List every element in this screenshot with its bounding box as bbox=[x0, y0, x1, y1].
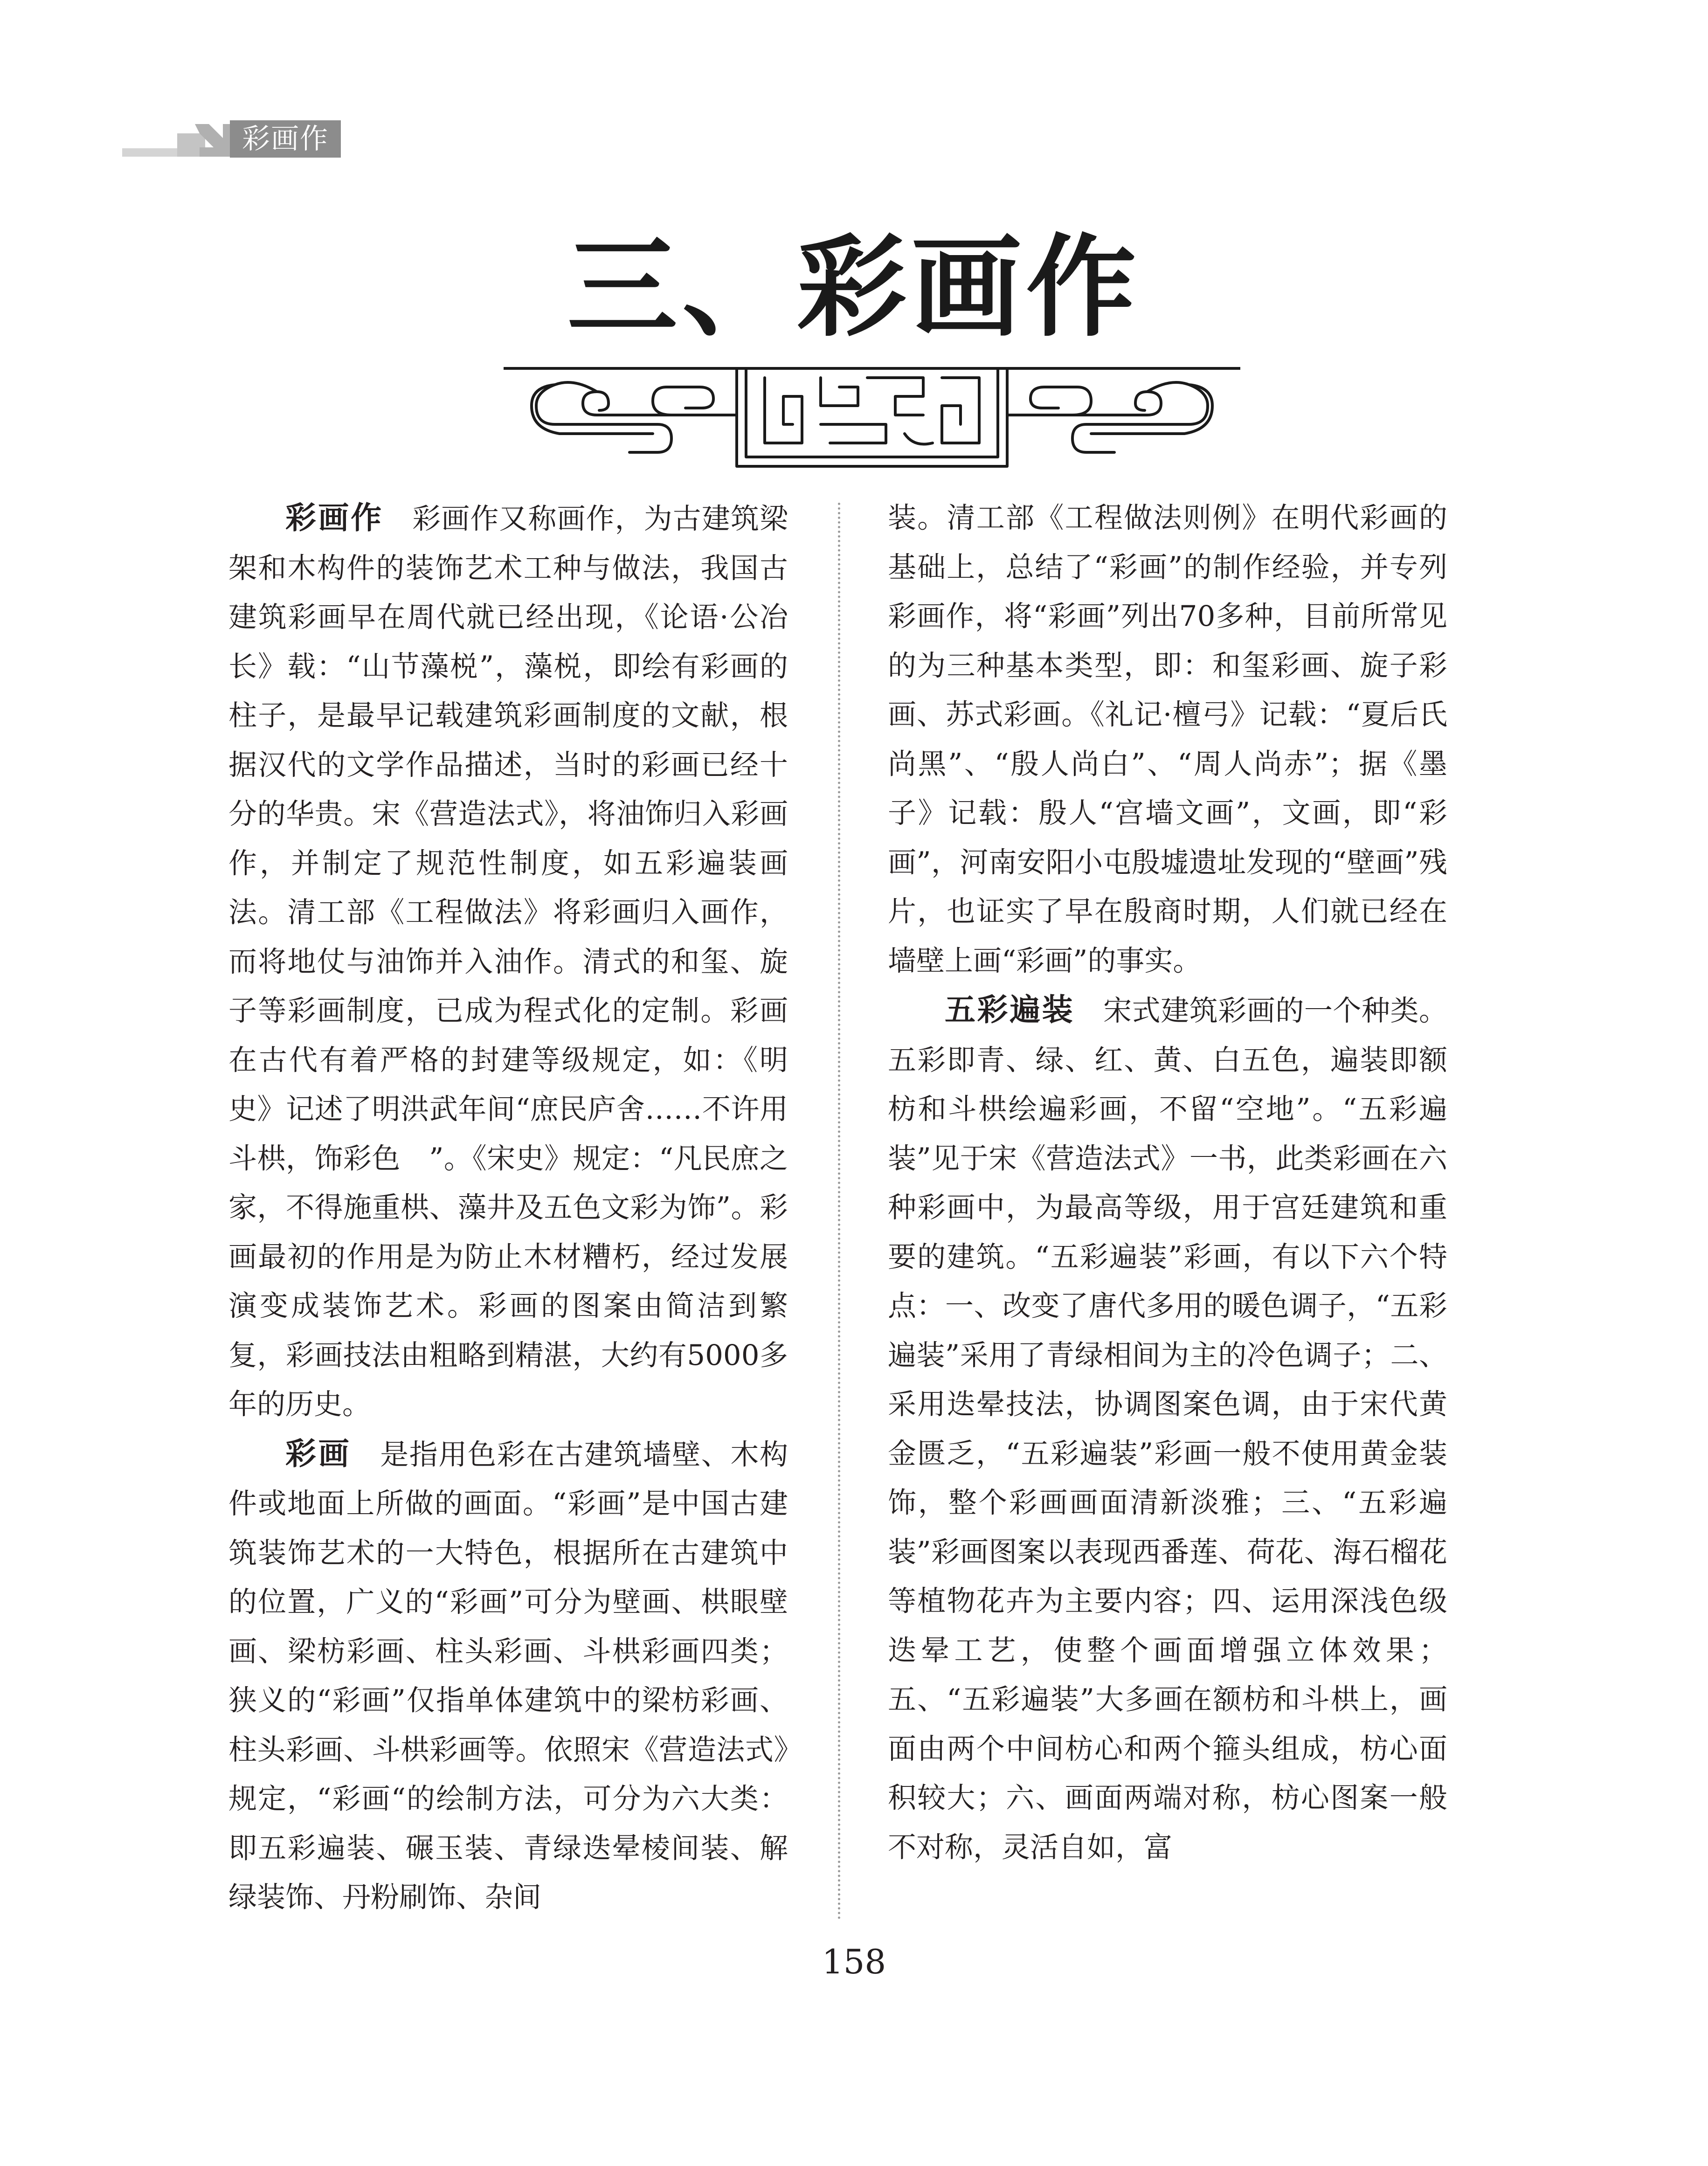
right-text-column bbox=[888, 493, 1447, 1872]
column-divider bbox=[838, 503, 840, 1920]
entry-paragraph bbox=[888, 985, 1447, 1872]
entry-text: 装。清工部《工程做法则例》在明代彩画的基础上，总结了“彩画”的制作经验，并专列彩画作，将“彩画”列出70多种，目前所常见的为三种基本类型，即：和玺彩画、旋子彩画、苏式彩画。《礼记·檀弓》记载：“夏后氏尚黑”、“殷人尚白”、“周人尚赤”；据《墨子》记载：殷人“宫墙文画”，文画，即“彩画”，河南安阳小屯殷墟遗址发现的“壁画”残片，也证实了早在殷商时期，人们就已经在墙壁上画“彩画”的事实。 bbox=[888, 501, 1447, 977]
entry-text: 彩画作又称画作，为古建筑梁架和木构件的装饰艺术工种与做法，我国古建筑彩画早在周代就已经出现，《论语·公冶长》载：“山节藻棁”，藻棁，即绘有彩画的柱子，是最早记载建筑彩画制度的文献，根据汉代的文学作品描述，当时的彩画已经十分的华贵。宋《营造法式》，将油饰归入彩画作，并制定了规范性制度，如五彩遍装画法。清工部《工程做法》将彩画归入画作，而将地仗与油饰并入油作。清式的和玺、旋子等彩画制度，已成为程式化的定制。彩画在古代有着严格的封建等级规定，如：《明史》记述了明洪武年间“庶民庐舍……不许用斗栱，饰彩色 ”。《宋史》规定：“凡民庶之家，不得施重栱、藻井及五色文彩为饰”。彩画最初的作用是为防止木材糟朽，经过发展演变成装饰艺术。彩画的图案由简洁到繁复，彩画技法由粗略到精湛，大约有5000多年的历史。 bbox=[228, 502, 788, 1421]
page-title: 三、彩画作 bbox=[567, 222, 1141, 352]
entry-paragraph bbox=[228, 1429, 788, 1922]
header-arrow-icon bbox=[195, 119, 232, 157]
entry-text: 是指用色彩在古建筑墙壁、木构件或地面上所做的画面。“彩画”是中国古建筑装饰艺术的一大特色，根据所在古建筑中的位置，广义的“彩画”可分为壁画、栱眼壁画、梁枋彩画、柱头彩画、斗栱彩画四类；狭义的“彩画”仅指单体建筑中的梁枋彩画、柱头彩画、斗栱彩画等。依照宋《营造法式》规定，“彩画“的绘制方法，可分为六大类：即五彩遍装、碾玉装、青绿迭晕棱间装、解绿装饰、丹粉刷饰、杂间 bbox=[228, 1438, 788, 1914]
entry-term: 彩画 bbox=[285, 1435, 352, 1472]
entry-paragraph bbox=[228, 493, 788, 1429]
page-number: 158 bbox=[822, 1942, 886, 1981]
running-header-section-label: 彩画作 bbox=[230, 120, 341, 158]
entry-term: 五彩遍装 bbox=[945, 992, 1075, 1028]
left-text-column bbox=[228, 493, 788, 1922]
continued-paragraph bbox=[888, 493, 1447, 985]
entry-term: 彩画作 bbox=[285, 500, 384, 536]
title-ornament-icon bbox=[504, 359, 1240, 480]
entry-text: 宋式建筑彩画的一个种类。五彩即青、绿、红、黄、白五色，遍装即额枋和斗栱绘遍彩画，不留“空地”。“五彩遍装”见于宋《营造法式》一书，此类彩画在六种彩画中，为最高等级，用于宫廷建筑和重要的建筑。“五彩遍装”彩画，有以下六个特点：一、改变了唐代多用的暖色调子，“五彩遍装”采用了青绿相间为主的冷色调子；二、采用迭晕技法，协调图案色调，由于宋代黄金匮乏，“五彩遍装”彩画一般不使用黄金装饰，整个彩画画面清新淡雅；三、“五彩遍装”彩画图案以表现西番莲、荷花、海石榴花等植物花卉为主要内容；四、运用深浅色级迭晕工艺，使整个画面增强立体效果；五、“五彩遍装”大多画在额枋和斗栱上，画面由两个中间枋心和两个箍头组成，枋心面积较大；六、画面两端对称，枋心图案一般不对称，灵活自如，富 bbox=[888, 994, 1447, 1864]
